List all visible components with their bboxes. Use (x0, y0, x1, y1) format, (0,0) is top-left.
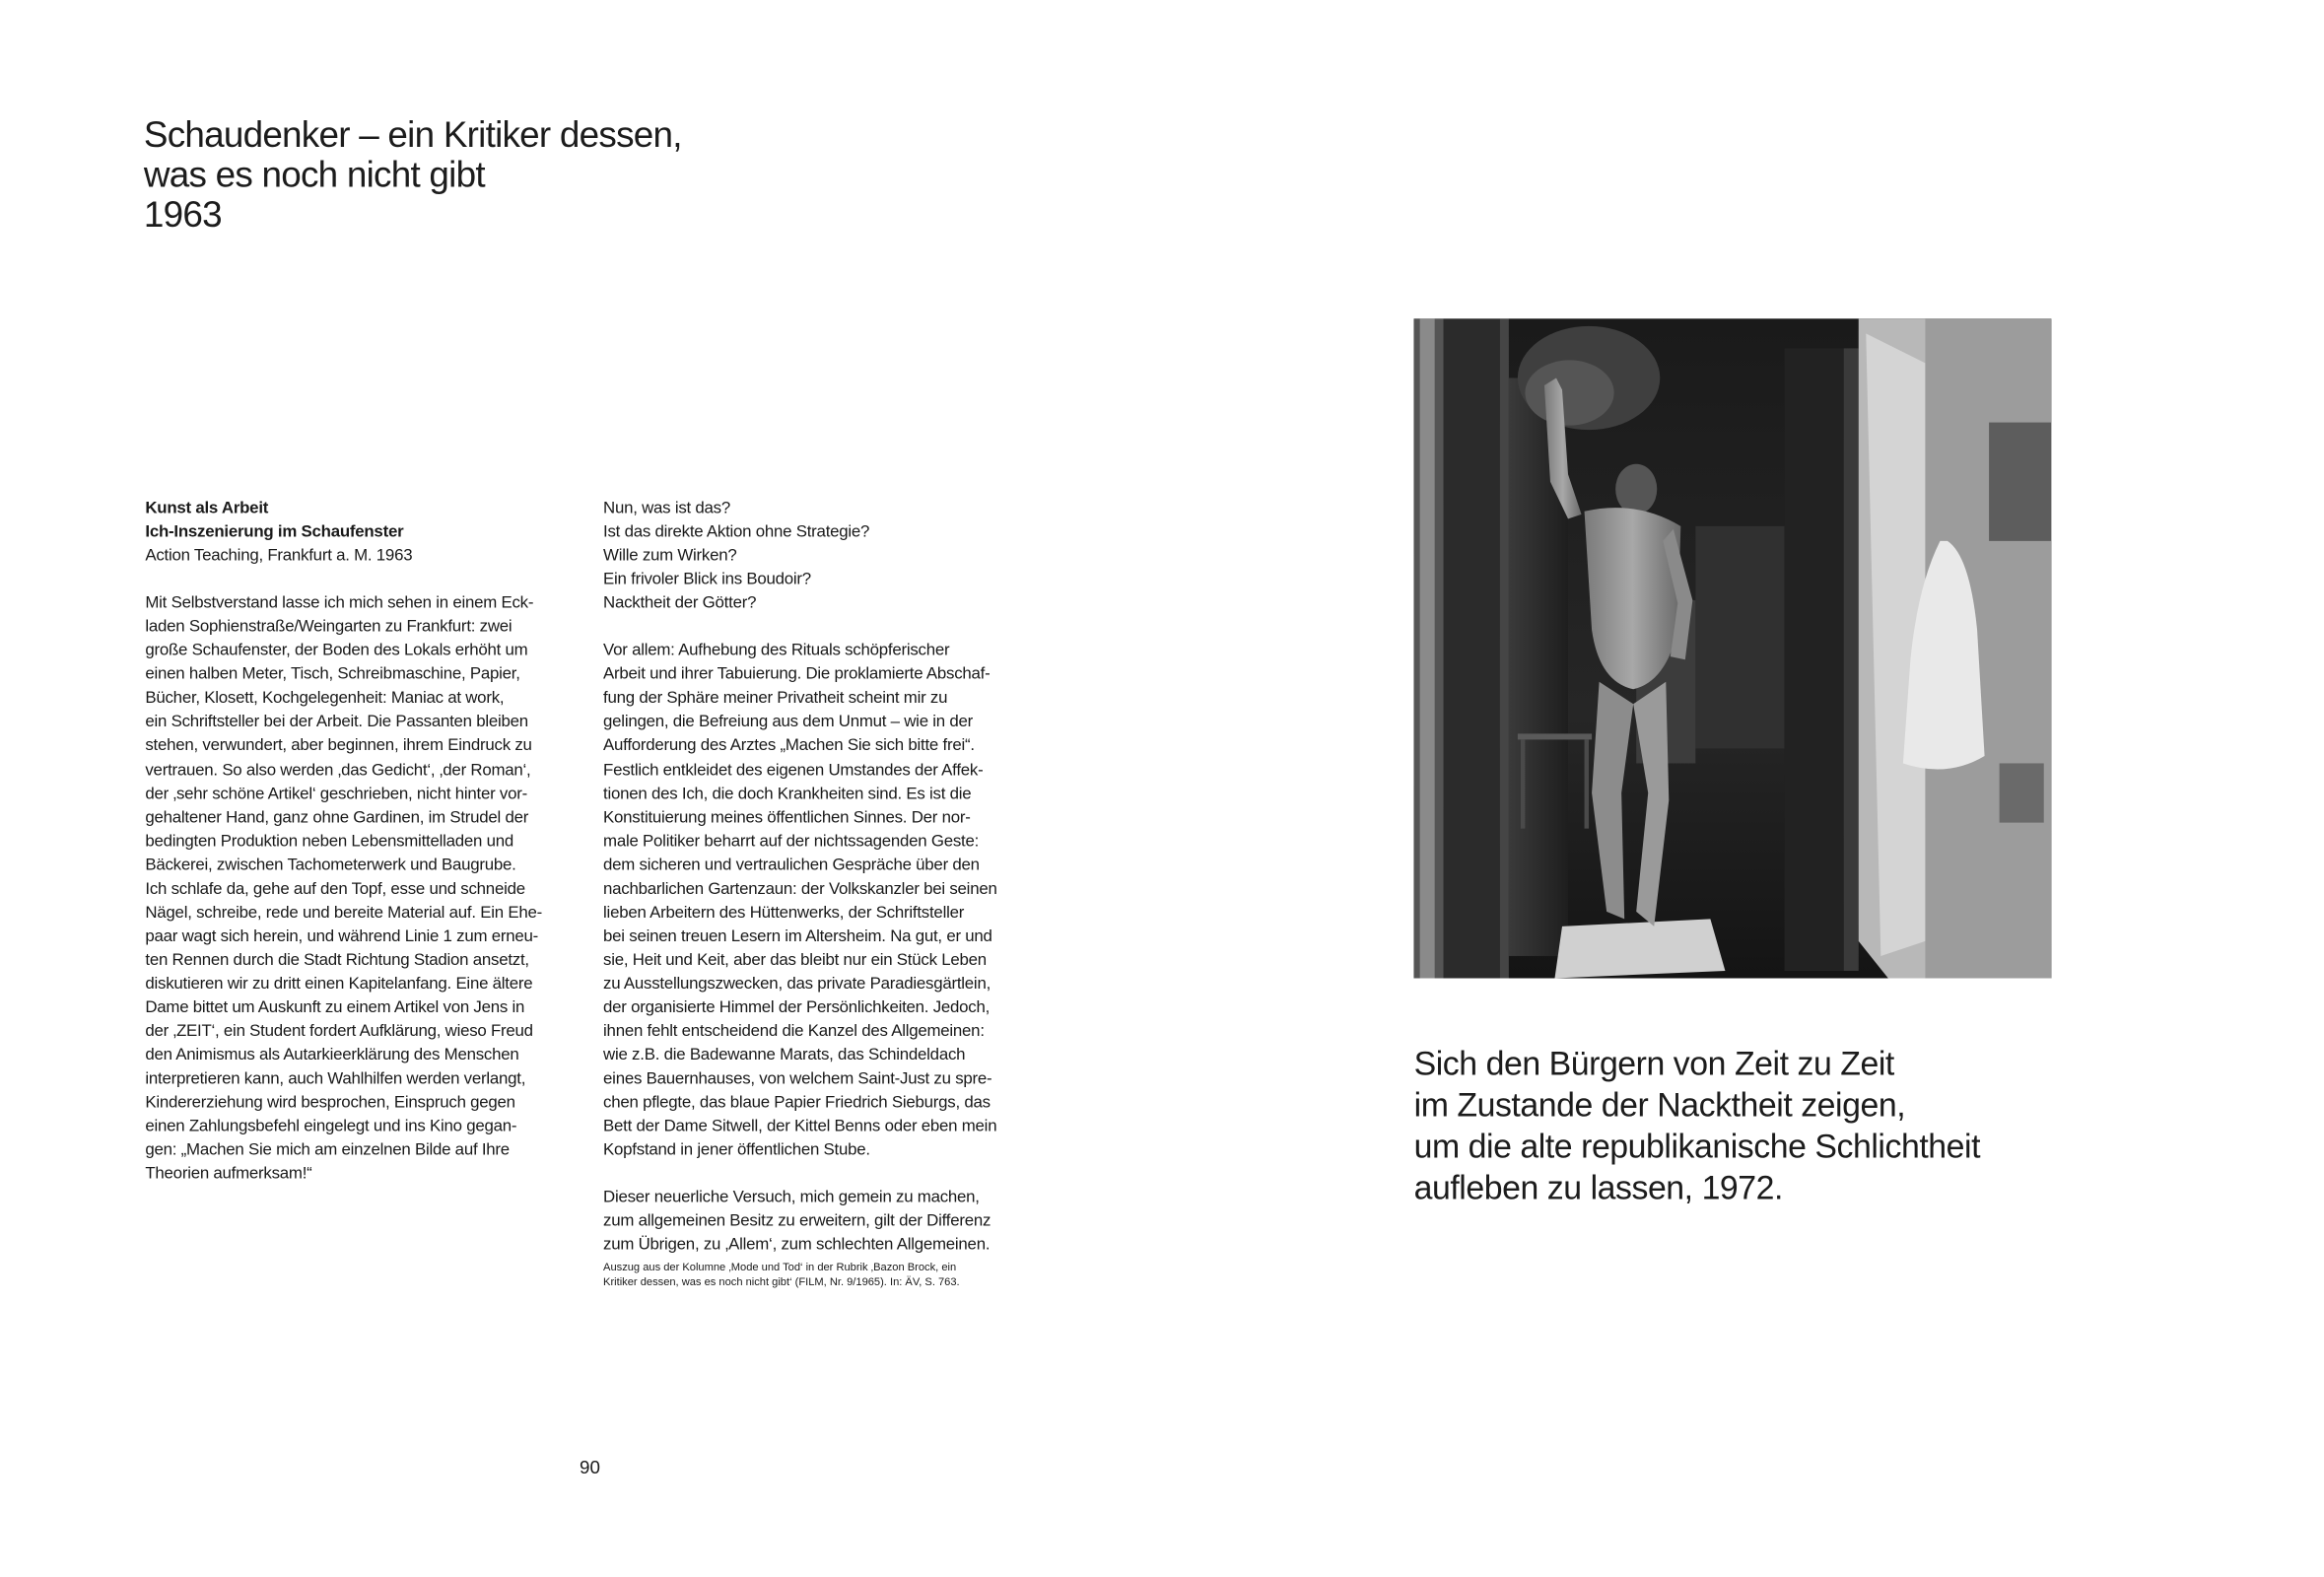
body-paragraph: Mit Selbstverstand lasse ich mich sehen in einem Eck- laden Sophienstraße/Weingarten zu Frankfurt: zwei große Schaufenster, der Boden des Lokals erhöht um einen halben Meter, Tisch, Schreibmaschine, Papier, Bücher, Klosett, Kochgelegenheit: Maniac at work, ein Schriftsteller bei der Arbeit. Die Passanten bleiben stehen, verwundert, aber beginnen, ihrem Eindruck zu vertrauen. So also werden ‚das Gedicht‘, ‚der Roman‘, der ‚sehr schöne Artikel‘ geschrieben, nicht hinter vor- gehaltener Hand, ganz ohne Gardinen, im Strudel der bedingten Produktion neben Lebensmittelladen und Bäckerei, zwischen Tachometerwerk und Baugrube. Ich schlafe da, gehe auf den Topf, esse und schneide Nägel, schreibe, rede und bereite Material auf. Ein Ehe- paar wagt sich herein, und während Linie 1 zum erneu- ten Rennen durch die Stadt Richtung Stadion ansetzt, diskutieren wir zu dritt einen Kapitelanfang. Eine ältere Dame bittet um Auskunft zu einem Artikel von Jens in der ‚ZEIT‘, ein Student fordert Aufklärung, wieso Freud den Animismus als Autarkieerklärung des Menschen interpretieren kann, auch Wahlhilfen werden verlangt, Kindererziehung wird besprochen, Einspruch gegen einen Zahlungsbefehl eingelegt und ins Kino gegan- gen: „Machen Sie mich am einzelnen Bilde auf Ihre Theorien aufmerksam!“ (145, 594, 542, 1184)
section-heading: Kunst als Arbeit (145, 499, 269, 517)
caption-line-1: Sich den Bürgern von Zeit zu Zeit (1413, 1045, 1894, 1082)
paragraph-gap (603, 1162, 1048, 1186)
footnote: Auszug aus der Kolumne ‚Mode und Tod‘ in der Rubrik ‚Bazon Brock, ein Kritiker dessen, was es noch nicht gibt‘ (FILM, Nr. 9/1965). In: ÄV, S. 763. (603, 1259, 960, 1288)
text-column-right (603, 497, 1048, 1291)
title-year: 1963 (143, 195, 222, 237)
photo-caption (1414, 1044, 1980, 1209)
closing-paragraph: Dieser neuerliche Versuch, mich gemein zu machen, zum allgemeinen Besitz zu erweitern, gilt der Differenz zum Übrigen, zu ‚Allem‘, zum schlechten Allgemeinen. (603, 1189, 991, 1255)
photo-graphic (1414, 318, 2052, 978)
body-paragraph: Vor allem: Aufhebung des Rituals schöpferischer Arbeit und ihrer Tabuierung. Die proklamierte Abschaf- fung der Sphäre meiner Privatheit scheint mir zu gelingen, die Befreiung aus dem Unmut – wie in der Aufforderung des Arztes „Machen Sie sich bitte frei“. Festlich entkleidet des eigenen Umstandes der Affek- tionen des Ich, die doch Krankheiten sind. Es ist die Konstituierung meines öffentlichen Sinnes. Der nor- male Politiker beharrt auf der nichtssagenden Geste: dem sicheren und vertraulichen Gespräche über den nachbarlichen Gartenzaun: der Volkskanzler bei seinen lieben Arbeitern des Hüttenwerks, der Schriftsteller bei seinen treuen Lesern im Altersheim. Na gut, er und sie, Heit und Keit, aber das bleibt nur ein Stück Leben zu Ausstellungszwecken, das private Paradiesgärtlein, der organisierte Himmel der Persönlichkeiten. Jedoch, ihnen fehlt entscheidend die Kanzel des Allgemeinen: wie z.B. die Badewanne Marats, das Schindeldach eines Bauernhauses, von welchem Saint-Just zu spre- chen pflegte, das blaue Papier Friedrich Sieburgs, das Bett der Dame Sitwell, der Kittel Benns oder eben mein Kopfstand in jener öffentlichen Stube. (603, 642, 997, 1160)
caption-line-3: um die alte republikanische Schlichtheit (1413, 1128, 1981, 1165)
section-subheading: Ich-Inszenierung im Schaufenster (145, 522, 404, 541)
page-number: 90 (579, 1457, 600, 1478)
paragraph-gap (603, 615, 1048, 639)
photograph (1414, 318, 2052, 978)
section-caption: Action Teaching, Frankfurt a. M. 1963 (145, 547, 413, 566)
questions-paragraph: Nun, was ist das? Ist das direkte Aktion ohne Strategie? Wille zum Wirken? Ein frivoler Blick ins Boudoir? Nacktheit der Götter? (603, 499, 870, 613)
paragraph-gap (145, 568, 578, 591)
caption-line-4: aufleben zu lassen, 1972. (1413, 1169, 1784, 1207)
text-column-left (145, 497, 578, 1187)
caption-line-2: im Zustande der Nacktheit zeigen, (1413, 1086, 1906, 1124)
title-line-2: was es noch nicht gibt (143, 155, 485, 196)
title-line-1: Schaudenker – ein Kritiker dessen, (143, 115, 682, 156)
page-title (144, 115, 682, 236)
